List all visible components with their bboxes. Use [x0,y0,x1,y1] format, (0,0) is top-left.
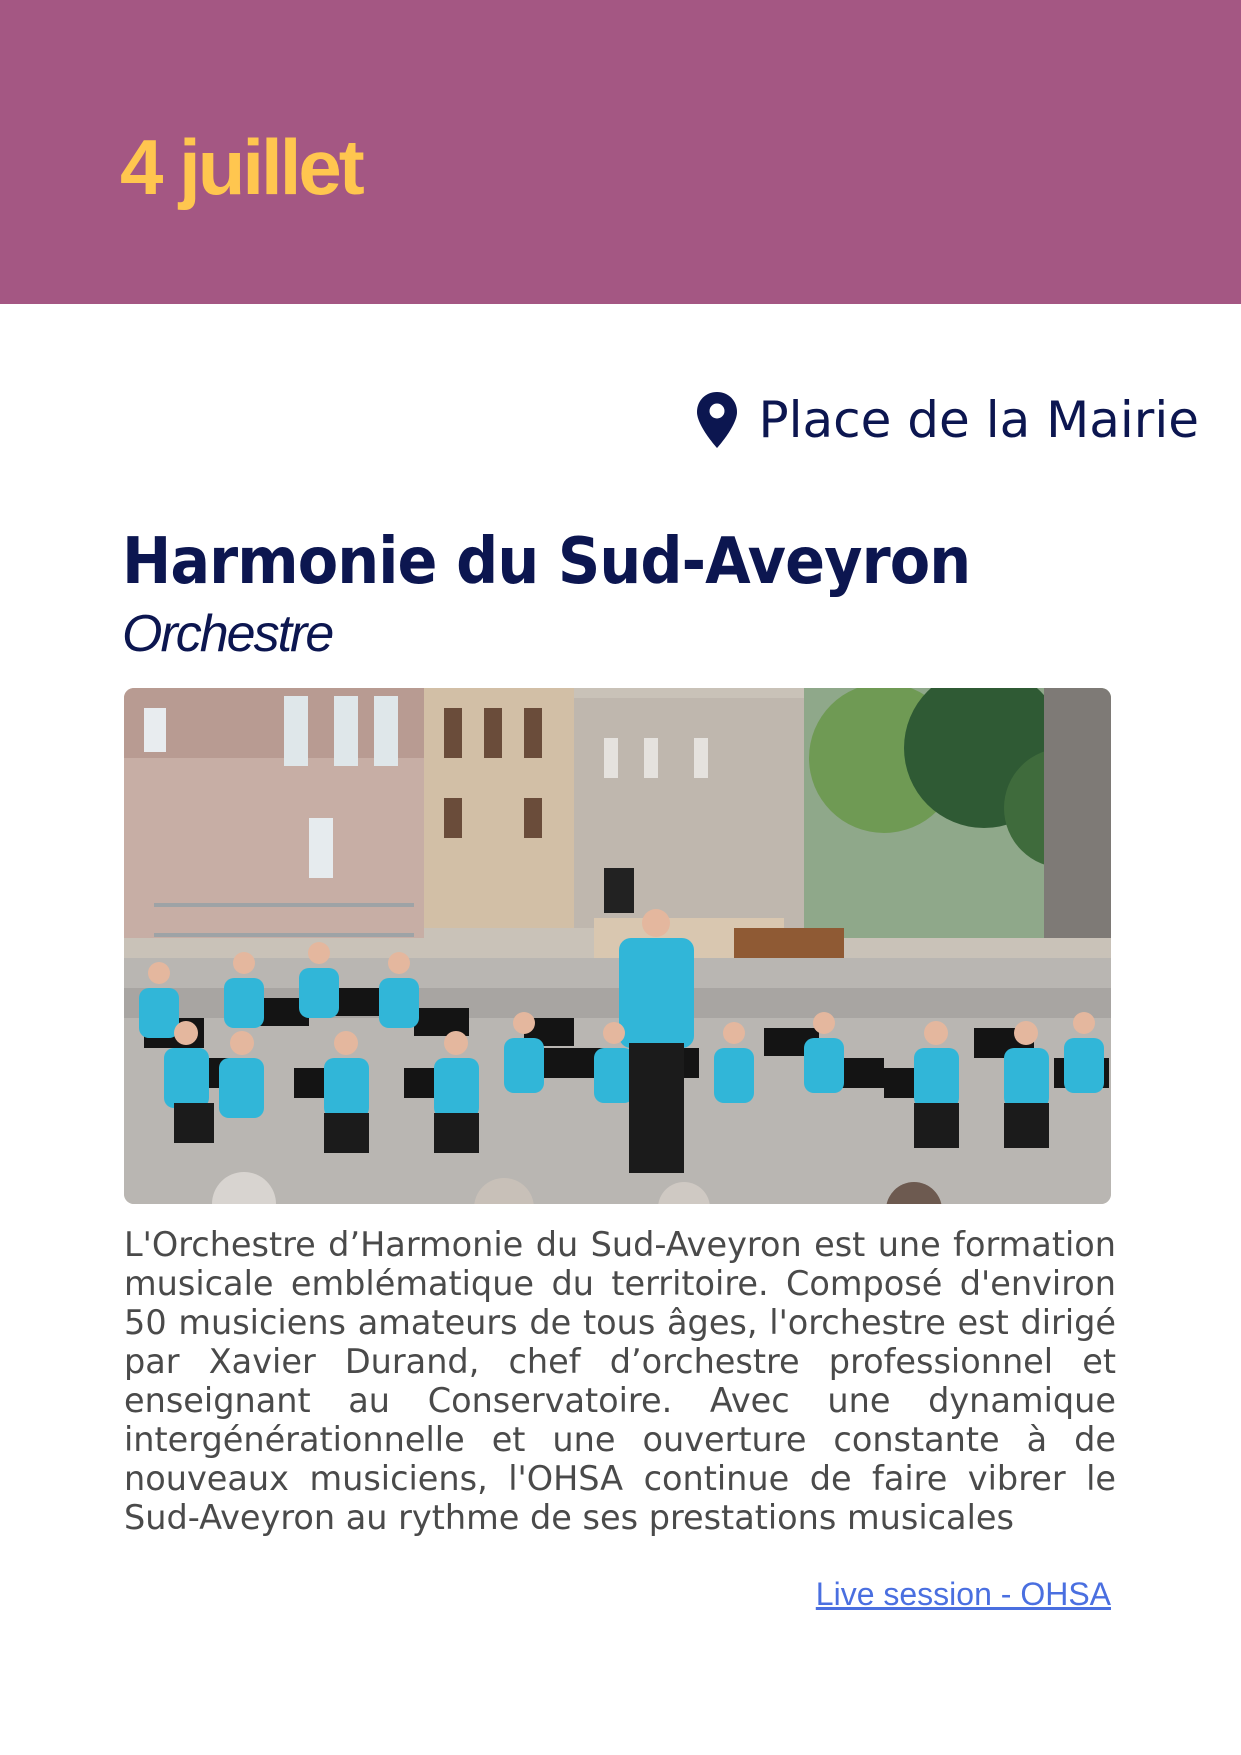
event-title: Harmonie du Sud-Aveyron [122,525,971,599]
header-banner [0,0,1241,304]
location-text: Place de la Mairie [758,391,1199,449]
event-category: Orchestre [122,605,333,663]
event-description: L'Orchestre d’Harmonie du Sud-Aveyron est une formation musicale emblématique du territoire. Composé d'environ 50 musiciens amateurs de tous âges, l'orchestre est dirigé par Xavier Durand, chef d’orchestre professionnel et enseignant au Conservatoire. Avec une dynamique intergénérationnelle et une ouverture constante à de nouveaux musiciens, l'OHSA continue de faire vibrer le Sud-Aveyron au rythme de ses prestations musicales [124,1225,1116,1537]
live-session-link[interactable]: Live session - OHSA [815,1576,1111,1612]
event-photo [124,688,1111,1204]
map-pin-icon [696,391,738,449]
location [696,390,1199,450]
event-date: 4 juillet [120,123,362,211]
